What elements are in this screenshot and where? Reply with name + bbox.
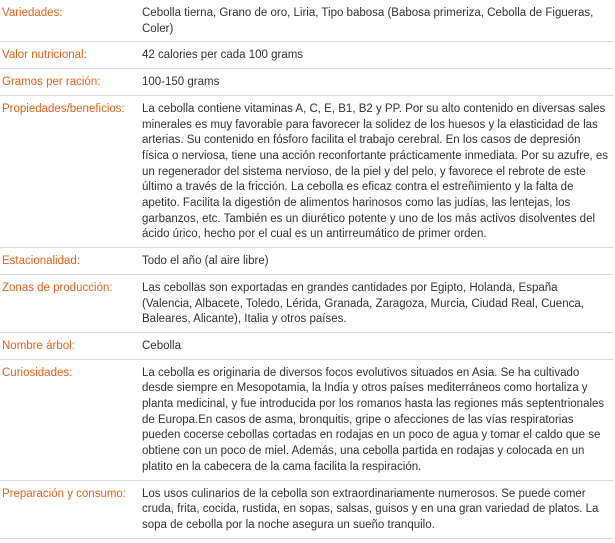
label-zonas-produccion: Zonas de producción: bbox=[0, 274, 138, 332]
value-propiedades: La cebolla contiene vitaminas A, C, E, B1, B2 y PP. Por su alto contenido en diversas sales minerales es muy favorable para favorecer la solidez de los huesos y la elasticidad de las arterias. Su contenido en fósforo facilita el trabajo cerebral. En los casos de depresión física o nerviosa, tiene una acción reconfortante prácticamente inmediata. Por su azufre, es un regenerador del sistema nervioso, de la piel y del pelo, y favorece el rebrote de este último a través de la fricción. La cebolla es eficaz contra el estreñimiento y la falta de apetito. Facilita la digestión de alimentos harinosos como las judías, las lentejas, los garbanzos, etc. También es un diurético potente y uno de los más activos disolventes del ácido úrico, hecho por el cual es un antirreumático de primer orden. bbox=[138, 95, 613, 247]
row-zonas-produccion bbox=[0, 274, 613, 332]
row-valor-nutricional bbox=[0, 42, 613, 69]
row-curiosidades bbox=[0, 359, 613, 480]
label-preparacion-consumo: Preparación y consumo: bbox=[0, 480, 138, 538]
label-nombre-arbol: Nombre árbol: bbox=[0, 332, 138, 359]
value-preparacion-consumo: Los usos culinarios de la cebolla son extraordinariamente numerosos. Se puede comer cruda, frita, cocida, rustida, en sopas, salsas, guisos y en una gran variedad de platos. La sopa de cebolla por la noche asegura un sueño tranquilo. bbox=[138, 480, 613, 538]
row-nombre-arbol bbox=[0, 332, 613, 359]
value-valor-nutricional: 42 calories per cada 100 grams bbox=[138, 42, 613, 69]
value-estacionalidad: Todo el año (al aire libre) bbox=[138, 248, 613, 275]
row-variedades bbox=[0, 0, 613, 42]
value-variedades: Cebolla tierna, Grano de oro, Liria, Tipo babosa (Babosa primeriza, Cebolla de Figueras, Coler) bbox=[138, 0, 613, 42]
value-nombre-arbol: Cebolla bbox=[138, 332, 613, 359]
label-variedades: Variedades: bbox=[0, 0, 138, 42]
row-estacionalidad bbox=[0, 248, 613, 275]
row-propiedades bbox=[0, 95, 613, 247]
label-curiosidades: Curiosidades: bbox=[0, 359, 138, 480]
label-estacionalidad: Estacionalidad: bbox=[0, 248, 138, 275]
row-gramos-por-racion bbox=[0, 69, 613, 96]
value-gramos-por-racion: 100-150 grams bbox=[138, 69, 613, 96]
value-zonas-produccion: Las cebollas son exportadas en grandes cantidades por Egipto, Holanda, España (Valencia, Albacete, Toledo, Lérida, Granada, Zaragoza, Murcia, Ciudad Real, Cuenca, Baleares, Alicante), Italia y otros países. bbox=[138, 274, 613, 332]
label-propiedades: Propiedades/beneficios: bbox=[0, 95, 138, 247]
label-gramos-por-racion: Gramos per ración: bbox=[0, 69, 138, 96]
row-preparacion-consumo bbox=[0, 480, 613, 538]
value-curiosidades: La cebolla es originaria de diversos focos evolutivos situados en Asia. Se ha cultivado desde siempre en Mesopotamia, la India y otros países mediterráneos como hortaliza y planta medicinal, y fue introducida por los romanos hasta las regiones más septentrionales de Europa.En casos de asma, bronquitis, gripe o afecciones de las vías respiratorias pueden cocerse cebollas cortadas en rodajas en un poco de agua y tomar el caldo que se obtiene con un poco de miel. Además, una cebolla partida en rodajas y colocada en un platito en la cabecera de la cama facilita la respiración. bbox=[138, 359, 613, 480]
label-valor-nutricional: Valor nutricional: bbox=[0, 42, 138, 69]
